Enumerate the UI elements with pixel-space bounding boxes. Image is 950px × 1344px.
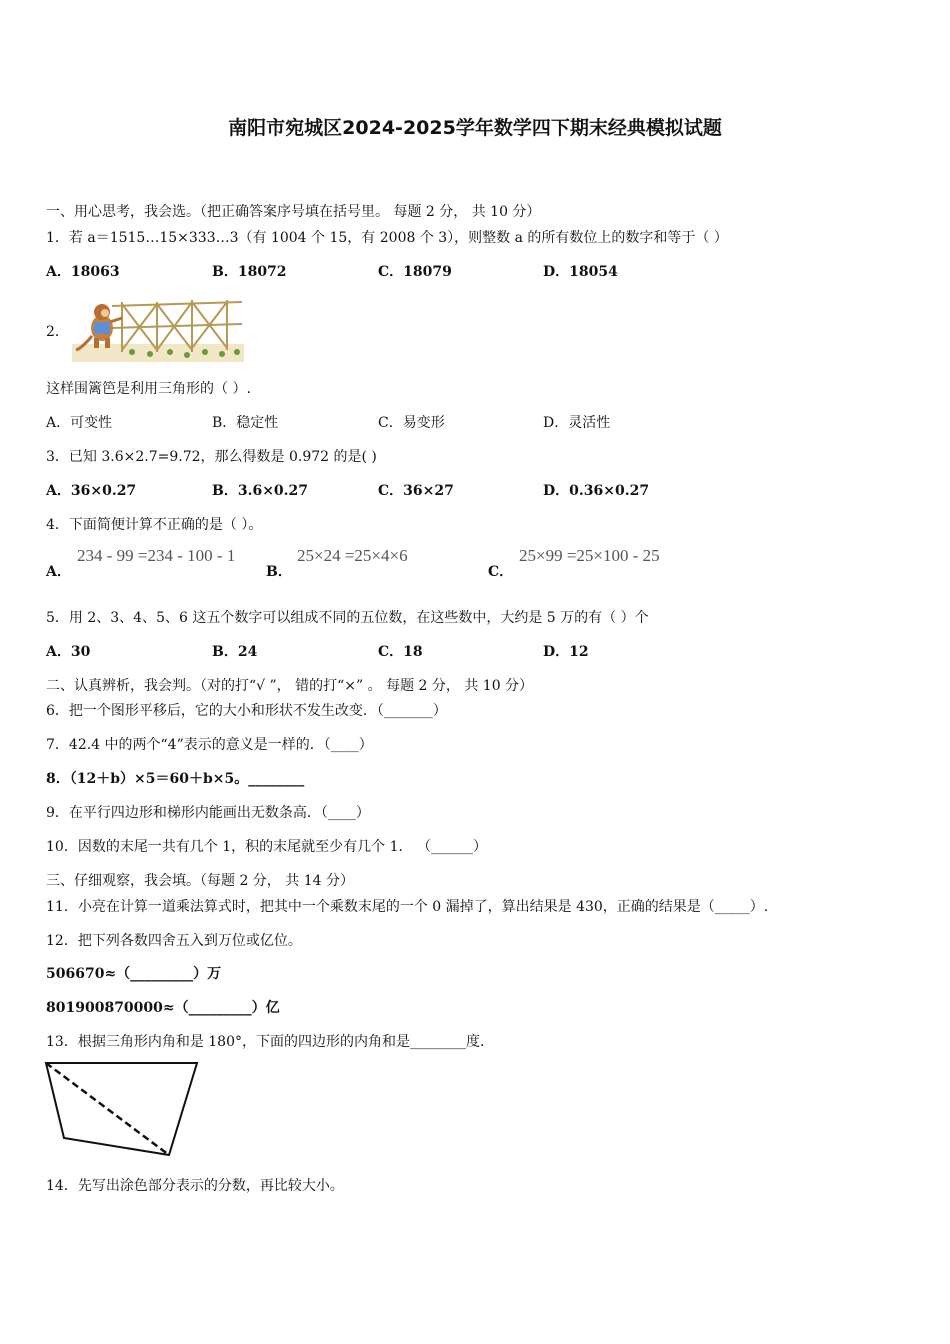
q3-text: 3．已知 3.6×2.7=9.72，那么得数是 0.972 的是( ) — [46, 449, 377, 465]
q5-option-d: D．12 — [543, 644, 589, 660]
page-title: 南阳市宛城区2024-2025学年数学四下期末经典模拟试题 — [228, 117, 722, 139]
q2-option-b: B．稳定性 — [212, 415, 279, 431]
q1-option-c: C．18079 — [378, 264, 452, 280]
q3-option-a: A．36×0.27 — [46, 483, 137, 499]
q3-option-d: D．0.36×0.27 — [543, 483, 650, 499]
q2-option-d: D．灵活性 — [543, 415, 611, 431]
q5-text: 5．用 2、3、4、5、6 这五个数字可以组成不同的五位数，在这些数中，大约是 5 万的有（ ）个 — [46, 610, 649, 626]
q14-text: 14．先写出涂色部分表示的分数，再比较大小。 — [46, 1178, 344, 1194]
section1-heading: 一、用心思考，我会选。（把正确答案序号填在括号里。 每题 2 分， 共 10 分） — [46, 204, 541, 220]
section3-heading: 三、仔细观察，我会填。（每题 2 分， 共 14 分） — [46, 873, 354, 889]
q11-text: 11．小亮在计算一道乘法算式时，把其中一个乘数末尾的一个 0 漏掉了，算出结果是 430，正确的结果是（_____）. — [46, 899, 769, 915]
q5-option-a: A．30 — [46, 644, 91, 660]
q12-a: 506670≈（_________）万 — [46, 966, 222, 982]
q5-option-c: C．18 — [378, 644, 423, 660]
q1-text: 1．若 a＝1515…15×333…3（有 1004 个 15，有 2008 个 3），则整数 a 的所有数位上的数字和等于（ ） — [46, 230, 728, 246]
q4-text: 4．下面简便计算不正确的是（ ）。 — [46, 517, 263, 533]
q3-option-b: B．3.6×0.27 — [212, 483, 309, 499]
q3-option-c: C．36×27 — [378, 483, 454, 499]
quadrilateral-figure — [44, 1060, 204, 1160]
section2-heading: 二、认真辨析，我会判。（对的打“√ ”， 错的打“×” 。 每题 2 分， 共 10 分） — [46, 678, 534, 694]
q2-number: 2． — [46, 324, 69, 340]
q4-formula-b: 25×24 =25×4×6 — [297, 546, 408, 565]
q1-option-d: D．18054 — [543, 264, 618, 280]
q7-text: 7．42.4 中的两个“4”表示的意义是一样的．（____） — [46, 737, 373, 753]
q1-option-b: B．18072 — [212, 264, 287, 280]
q4-label-a: A． — [46, 564, 71, 580]
q4-formula-c: 25×99 =25×100 - 25 — [519, 546, 660, 565]
fence-illustration — [72, 292, 244, 362]
q10-text: 10．因数的末尾一共有几个 1，积的末尾就至少有几个 1． （______） — [46, 839, 487, 855]
q2-option-a: A．可变性 — [46, 415, 113, 431]
q9-text: 9．在平行四边形和梯形内能画出无数条高．（____） — [46, 805, 370, 821]
q4-label-c: C． — [488, 564, 514, 580]
q13-text: 13．根据三角形内角和是 180°，下面的四边形的内角和是________度. — [46, 1034, 485, 1050]
q5-option-b: B．24 — [212, 644, 258, 660]
q6-text: 6．把一个图形平移后，它的大小和形状不发生改变．（_______） — [46, 703, 447, 719]
q1-option-a: A．18063 — [46, 264, 120, 280]
q2-text: 这样围篱笆是利用三角形的（ ）. — [46, 381, 251, 397]
q8-text: 8．（12＋b）×5＝60＋b×5。________ — [46, 771, 305, 787]
q12-b: 801900870000≈（_________）亿 — [46, 1000, 280, 1016]
q4-label-b: B． — [266, 564, 292, 580]
q2-option-c: C．易变形 — [378, 415, 445, 431]
q4-formula-a: 234 - 99 =234 - 100 - 1 — [77, 546, 236, 565]
q12-text: 12．把下列各数四舍五入到万位或亿位。 — [46, 933, 302, 949]
